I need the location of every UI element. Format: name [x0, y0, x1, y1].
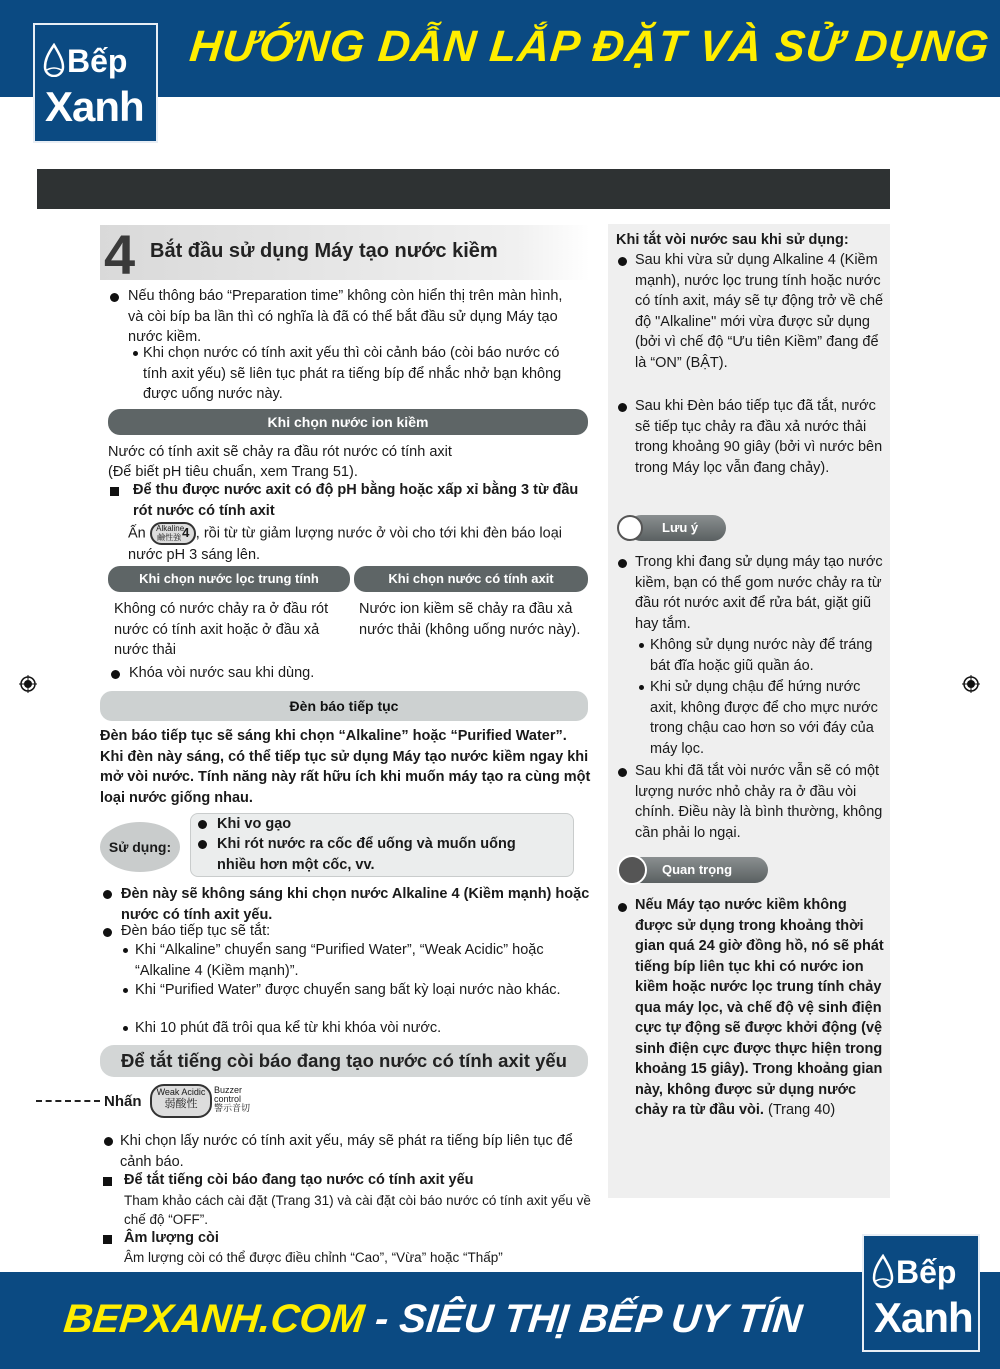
weak-acidic-button-icon: [150, 1084, 212, 1118]
buzzer-bullet: Khi chọn lấy nước có tính axit yếu, máy sẽ phát ra tiếng bíp liên tục để cảnh báo.: [120, 1133, 573, 1170]
section-title: Bắt đầu sử dụng Máy tạo nước kiềm: [150, 240, 498, 262]
turn-off-title: Đèn báo tiếp tục sẽ tắt:: [121, 923, 271, 939]
alarm-bell-icon: [617, 855, 647, 885]
turn-off-item: Khi “Alkaline” chuyển sang “Purified Water”, “Weak Acidic” hoặc “Alkaline 4 (Kiềm mạnh)”.: [135, 942, 544, 979]
side-label: Buzzer: [214, 1085, 243, 1095]
square-bullet-icon: [103, 1235, 112, 1244]
sub-bullet-icon: [123, 988, 128, 993]
note-bullet: Sau khi đã tắt vòi nước vẫn sẽ có một lượng nước nhỏ chảy ra ở đầu vòi chính. Điều này là bình thường, không cần phải lo ngại.: [635, 763, 883, 841]
important-ref: (Trang 40): [763, 1102, 836, 1118]
ph3-instruction-text: , rồi từ từ giảm lượng nước ở vòi cho tới khi đèn báo loại nước pH 3 sáng lên.: [128, 525, 562, 563]
footer-slogan: [62, 1297, 805, 1342]
ph3-instruction: [128, 522, 588, 566]
footer-brand-logo[interactable]: [862, 1234, 980, 1352]
page-title: HƯỚNG DẪN LẮP ĐẶT VÀ SỬ DỤNG: [187, 22, 992, 71]
use-item: Khi vo gạo: [217, 816, 292, 832]
purified-text: Không có nước chảy ra ở đầu rót nước có tính axit hoặc ở đầu xả nước thải: [114, 601, 329, 658]
section-number: 4: [104, 223, 136, 286]
heading-buzzer: Để tắt tiếng còi báo đang tạo nước có tính axit yếu: [100, 1045, 588, 1077]
ph3-heading: Để thu được nước axit có độ pH bằng hoặc xấp xỉ bằng 3 từ đầu rót nước có tính axit: [133, 482, 579, 519]
bullet-icon: [618, 257, 627, 266]
important-bold-text: Nếu Máy tạo nước kiềm không được sử dụng trong khoảng thời gian quá 24 giờ đồng hồ, nó sẽ phát tiếng bíp liên tục khi có nước ion kiềm hoặc nước lọc trung tính chảy qua máy lọc, và chế độ vệ sinh điện cực tự động sẽ được khởi động (vệ sinh điện cực được thực hiện trong khoảng 15 giây). Trong khoảng gian này, không được sử dụng nước chảy ra từ đầu vòi.: [635, 897, 884, 1118]
bullet-icon: [103, 928, 112, 937]
button-label-top: Weak Acidic: [156, 1087, 206, 1097]
hand-note-icon: [617, 515, 643, 541]
heading-continue-light: Đèn báo tiếp tục: [100, 691, 588, 721]
sub-bullet-icon: [123, 948, 128, 953]
logo-text-bottom: Xanh: [45, 83, 144, 130]
intro-text: Nếu thông báo “Preparation time” không còn hiển thị trên màn hình, và còi bíp ba lần thì có nghĩa là đã có thể bắt đầu sử dụng Máy tạo nước kiềm.: [128, 288, 563, 345]
footer-site-link[interactable]: BEPXANH.COM: [61, 1297, 367, 1341]
square-bullet-icon: [103, 1177, 112, 1186]
logo-text-top: Bếp: [896, 1254, 957, 1290]
heading-alkaline-ion: Khi chọn nước ion kiềm: [108, 409, 588, 435]
buzzer-item-title: Để tắt tiếng còi báo đang tạo nước có tính axit yếu: [124, 1172, 474, 1188]
acidic-text: Nước ion kiềm sẽ chảy ra đầu xả nước thải (không uống nước này).: [359, 601, 581, 638]
sub-bullet-icon: [123, 1026, 128, 1031]
important-label: Quan trọng: [662, 862, 733, 877]
flame-drop-icon: [43, 43, 65, 77]
sidebar-bullet: Sau khi vừa sử dụng Alkaline 4 (Kiềm mạnh), nước lọc trung tính hoặc nước có tính axit, máy sẽ tự động trở về chế độ "Alkaline" mới vừa được sử dụng (bởi vì chế độ “Ưu tiên Kiềm” đang để là “ON” (BẬT).: [635, 252, 884, 371]
sub-bullet-icon: [639, 643, 644, 648]
button-label-bottom: 鹼性強: [157, 533, 182, 542]
press-label: Ấn: [128, 525, 146, 542]
alkaline-line1: Nước có tính axit sẽ chảy ra đầu rót nước có tính axit: [108, 444, 452, 460]
bullet-icon: [618, 559, 627, 568]
flame-drop-icon: [872, 1254, 894, 1288]
button-number: 4: [182, 525, 190, 540]
dashed-leader-line: [36, 1100, 100, 1102]
heading-acidic: Khi chọn nước có tính axit: [354, 566, 588, 592]
note-label: Lưu ý: [662, 520, 699, 535]
bullet-icon: [618, 403, 627, 412]
turn-off-item: Khi “Purified Water” được chuyển sang bất kỳ loại nước nào khác.: [135, 982, 561, 998]
bullet-icon: [198, 820, 207, 829]
bullet-icon: [104, 1137, 113, 1146]
note-sub-bullet: Khi sử dụng chậu để hứng nước axit, không được để cho mực nước trong chậu cao hơn so với đáy của máy lọc.: [650, 679, 878, 757]
registration-mark-icon: [19, 675, 37, 693]
alkaline4-button-icon: [150, 522, 196, 545]
bullet-icon: [110, 293, 119, 302]
buzzer-item-title: Âm lượng còi: [124, 1230, 219, 1246]
bullet-icon: [618, 768, 627, 777]
continue-light-paragraph: Đèn báo tiếp tục sẽ sáng khi chọn “Alkaline” hoặc “Purified Water”. Khi đèn này sáng, có thể tiếp tục sử dụng Máy tạo nước kiềm ngay khi mở vòi nước. Tính năng này rất hữu ích khi muốn máy tạo ra cùng một loại nước giống nhau.: [100, 728, 591, 806]
note-bullet: Trong khi đang sử dụng máy tạo nước kiềm, bạn có thể gom nước chảy ra từ đầu rót nước axit để rửa bát, giặt giũ hay tắm.: [635, 554, 883, 632]
bullet-icon: [618, 903, 627, 912]
turn-off-item: Khi 10 phút đã trôi qua kể từ khi khóa vòi nước.: [135, 1020, 442, 1036]
heading-purified: Khi chọn nước lọc trung tính: [108, 566, 350, 592]
buzzer-item-text: Tham khảo cách cài đặt (Trang 31) và cài đặt còi báo nước có tính axit yếu về chế độ “OFF”.: [124, 1193, 591, 1227]
not-lit-text: Đèn này sẽ không sáng khi chọn nước Alkaline 4 (Kiềm mạnh) hoặc nước có tính axit yếu.: [121, 886, 590, 923]
intro-subtext: Khi chọn nước có tính axit yếu thì còi cảnh báo (còi báo nước có tính axit yếu) sẽ liên tục phát ra tiếng bíp để nhắc nhở bạn không được uống nước này.: [143, 345, 562, 402]
press-label: Nhấn: [104, 1093, 142, 1110]
important-text: [635, 895, 885, 1121]
side-label: control: [214, 1094, 242, 1104]
button-label-top: Alkaline: [156, 524, 185, 533]
brand-logo[interactable]: [33, 23, 158, 143]
sub-bullet-icon: [133, 351, 138, 356]
bullet-icon: [103, 890, 112, 899]
bullet-icon: [198, 840, 207, 849]
alkaline-line2: (Để biết pH tiêu chuẩn, xem Trang 51).: [108, 464, 358, 480]
button-label-bottom: 弱酸性: [164, 1098, 198, 1110]
footer-slogan-text: - SIÊU THỊ BẾP UY TÍN: [361, 1297, 805, 1341]
buzzer-control-label: [214, 1086, 250, 1113]
use-item: Khi rót nước ra cốc để uống và muốn uống nhiều hơn một cốc, vv.: [217, 836, 516, 873]
important-tag: [628, 857, 768, 883]
logo-text-bottom: Xanh: [874, 1294, 973, 1341]
section-banner-bar: [37, 169, 890, 209]
buzzer-item-text: Âm lượng còi có thể được điều chỉnh “Cao”, “Vừa” hoặc “Thấp”: [124, 1250, 503, 1265]
use-label: Sử dụng:: [100, 822, 180, 872]
sub-bullet-icon: [639, 685, 644, 690]
lock-tap-text: Khóa vòi nước sau khi dùng.: [129, 665, 315, 681]
sidebar-bullet: Sau khi Đèn báo tiếp tục đã tắt, nước sẽ tiếp tục chảy ra đầu xả nước thải trong khoảng 90 giây (bởi vì nước bên trong Máy lọc vẫn đang chảy).: [635, 398, 883, 476]
sidebar-title: Khi tắt vòi nước sau khi sử dụng:: [616, 232, 849, 248]
note-sub-bullet: Không sử dụng nước này để tráng bát đĩa hoặc giũ quần áo.: [650, 637, 873, 674]
square-bullet-icon: [110, 487, 119, 496]
logo-text-top: Bếp: [67, 43, 128, 79]
side-label: 警示音切: [214, 1103, 251, 1113]
registration-mark-icon: [962, 675, 980, 693]
bullet-icon: [111, 670, 120, 679]
